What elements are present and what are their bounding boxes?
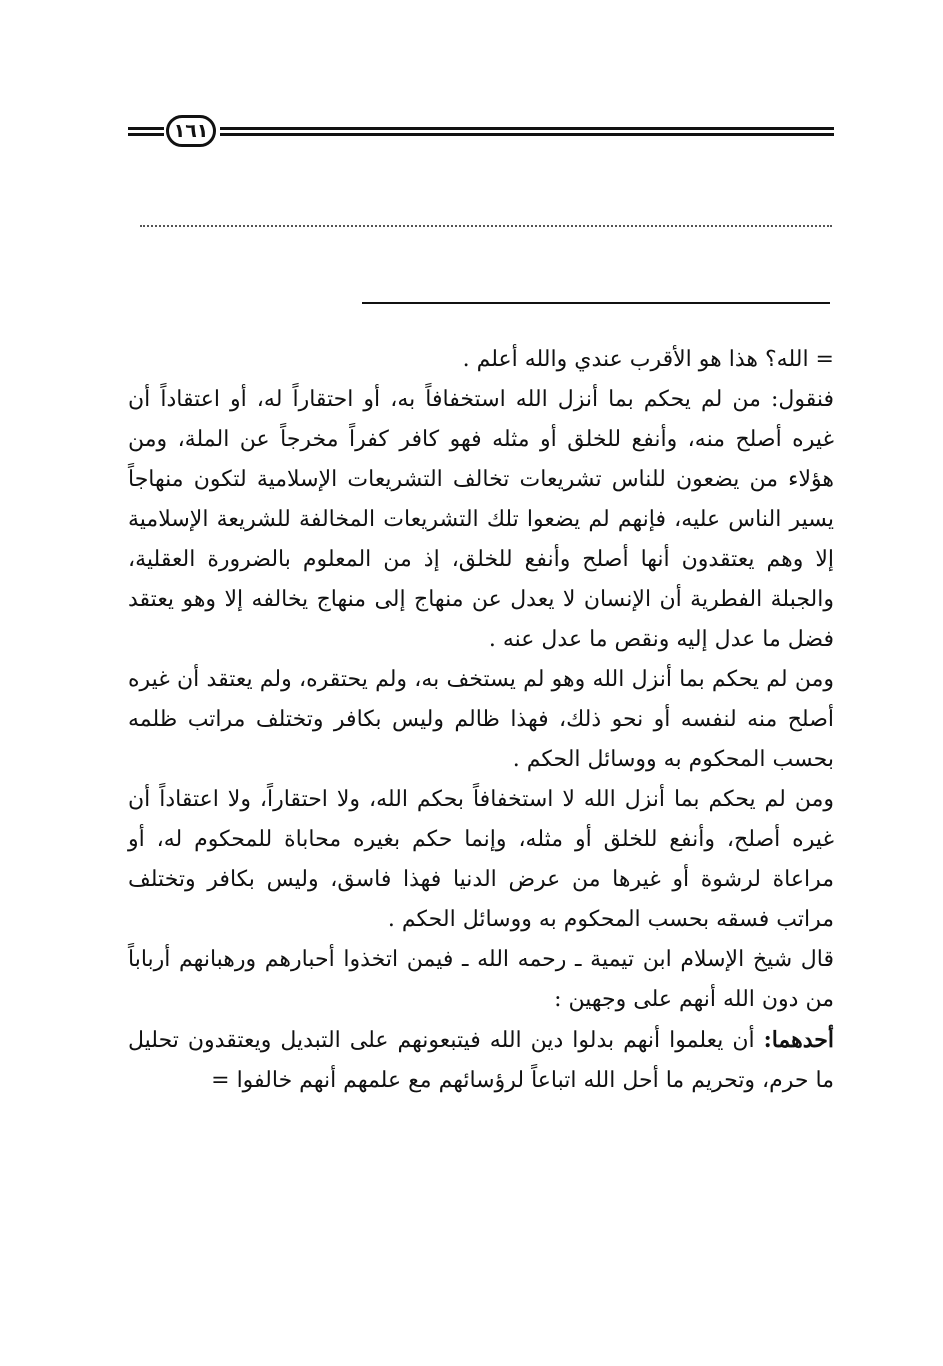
paragraph-1: = الله؟ هذا هو الأقرب عندي والله أعلم .	[462, 347, 834, 372]
paragraph-5: قال شيخ الإسلام ابن تيمية ـ رحمه الله ـ فيمن اتخذوا أحبارهم ورهبانهم أرباباً من دون الله أنهم على وجهين :	[128, 947, 834, 1012]
dotted-separator	[140, 225, 832, 227]
paragraph-6-text: أن يعلموا أنهم بدلوا دين الله فيتبعونهم على التبديل ويعتقدون تحليل ما حرم، وتحريم ما أحل الله اتباعاً لرؤسائهم مع علمهم أنهم خالفوا =	[128, 1028, 834, 1093]
paragraph-6	[128, 1020, 834, 1101]
paragraph-3: ومن لم يحكم بما أنزل الله وهو لم يستخف به، ولم يحتقره، ولم يعتقد أن غيره أصلح منه لنفسه أو نحو ذلك، فهذا ظالم وليس بكافر وتختلف مراتب ظلمه بحسب المحكوم به ووسائل الحكم .	[128, 667, 834, 772]
page-header	[128, 112, 834, 152]
paragraph-4: ومن لم يحكم بما أنزل الله لا استخفافاً بحكم الله، ولا احتقاراً، ولا اعتقاداً أن غيره أصلح، وأنفع للخلق أو مثله، وإنما حكم بغيره محاباة للمحكوم له، أو مراعاة لرشوة أو غيرها من عرض الدنيا فهذا فاسق، وليس بكافر وتختلف مراتب فسقه بحسب المحكوم به ووسائل الحكم .	[128, 787, 834, 932]
paragraph-2: فنقول: من لم يحكم بما أنزل الله استخفافاً به، أو احتقاراً له، أو اعتقاداً أن غيره أصلح منه، وأنفع للخلق أو مثله فهو كافر كفراً مخرجاً عن الملة، ومن هؤلاء من يضعون للناس تشريعات تخالف التشريعات الإسلامية لتكون منهاجاً يسير الناس عليه، فإنهم لم يضعوا تلك التشريعات المخالفة للشريعة الإسلامية إلا وهم يعتقدون أنها أصلح وأنفع للخلق، إذ من المعلوم بالضرورة العقلية، والجبلة الفطرية أن الإنسان لا يعدل عن منهاج إلى منهاج يخالفه إلا وهو يعتقد فضل ما عدل إليه ونقص ما عدل عنه .	[128, 387, 834, 652]
header-rule-left	[128, 127, 164, 136]
footnote-rule	[362, 302, 830, 304]
paragraph-6-lead: أحدهما:	[763, 1027, 834, 1053]
header-rule-right	[220, 127, 834, 136]
page-number: ١٦١	[166, 115, 216, 147]
page-text	[128, 340, 834, 1101]
